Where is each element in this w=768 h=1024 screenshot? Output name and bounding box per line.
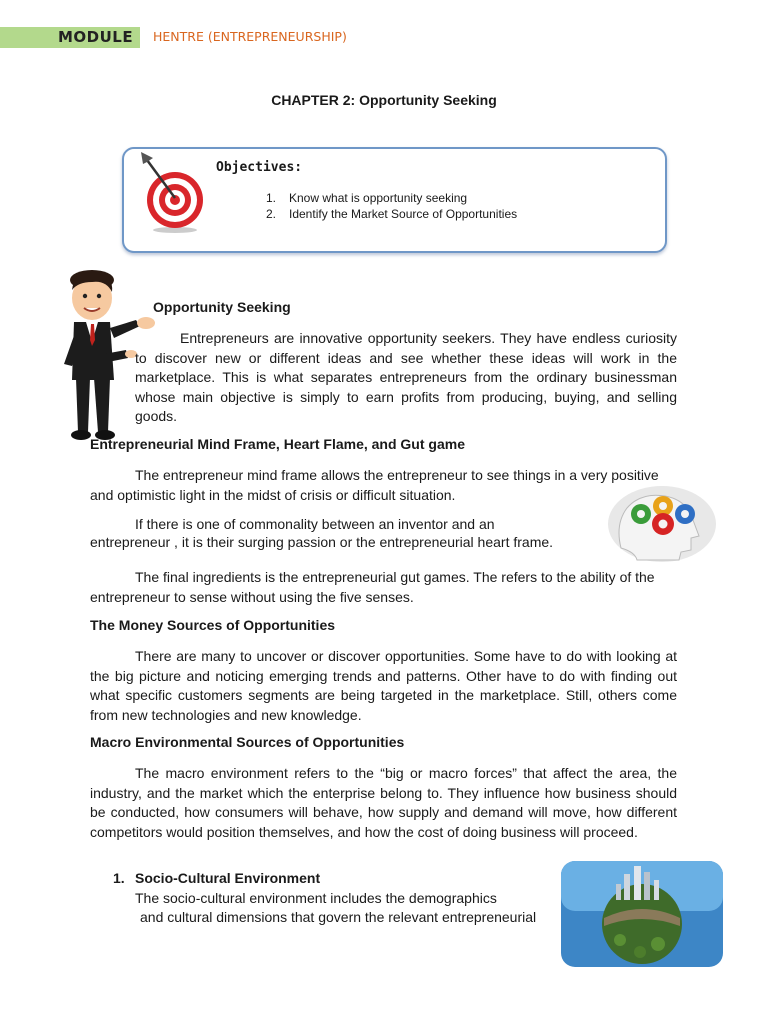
socio-cultural-number: 1. xyxy=(113,870,125,886)
module-label: MODULE xyxy=(58,28,134,46)
paragraph-socio-cultural-line2: and cultural dimensions that govern the relevant entrepreneurial xyxy=(140,909,537,925)
heading-money-sources: The Money Sources of Opportunities xyxy=(90,617,336,633)
paragraph-money-sources: There are many to uncover or discover opportunities. Some have to do with looking at the big picture and noticing emerging trends and patterns. Other have to do with finding out what specific customers segments are being targeted in the marketplace. Still, others come from new technologies and new knowledge. xyxy=(90,648,677,723)
subject-title: HENTRE (ENTREPRENEURSHIP) xyxy=(153,29,347,44)
heading-opportunity-seeking: Opportunity Seeking xyxy=(153,299,291,315)
paragraph-heart-frame-line1: If there is one of commonality between an inventor and an xyxy=(135,516,495,532)
heading-mind-frame: Entrepreneurial Mind Frame, Heart Flame, and Gut game xyxy=(90,436,465,452)
objective-item: 2. Identify the Market Source of Opportunities xyxy=(266,207,518,221)
head-gears-icon xyxy=(607,484,717,564)
heading-socio-cultural: Socio-Cultural Environment xyxy=(135,870,321,886)
chapter-title: CHAPTER 2: Opportunity Seeking xyxy=(271,92,497,108)
objective-item: 1. Know what is opportunity seeking xyxy=(266,191,468,205)
paragraph-macro-sources: The macro environment refers to the “big or macro forces” that affect the area, the industry, and the market which the enterprise belong to. They influence how business should be conducted, how consumers will behave, how supply and demand will move, how different competitors would position themselves, and how the cost of doing business will proceed. xyxy=(90,765,677,840)
objectives-title: Objectives: xyxy=(216,160,303,175)
paragraph-gut-game: The final ingredients is the entrepreneurial gut games. The refers to the ability of the entrepreneur to sense without using the five senses. xyxy=(90,569,655,605)
objectives-list xyxy=(266,190,517,222)
city-globe-illustration xyxy=(560,860,724,968)
paragraph-heart-frame-line2: entrepreneur , it is their surging passion or the entrepreneurial heart frame. xyxy=(90,534,554,550)
target-dart-icon xyxy=(133,150,213,235)
paragraph-mind-frame: The entrepreneur mind frame allows the entrepreneur to see things in a very positive and optimistic light in the midst of crisis or difficult situation. xyxy=(90,467,659,503)
paragraph-opportunity-seeking: Entrepreneurs are innovative opportunity seekers. They have endless curiosity to discover new or different ideas and see whether these ideas will work in the marketplace. This is what separates entrepreneurs from the ordinary businessman whose main objective is simply to earn profits from producing, buying, and selling goods. xyxy=(135,330,677,424)
heading-macro-sources: Macro Environmental Sources of Opportunities xyxy=(90,734,405,750)
paragraph-socio-cultural-line1: The socio-cultural environment includes the demographics xyxy=(135,890,497,906)
